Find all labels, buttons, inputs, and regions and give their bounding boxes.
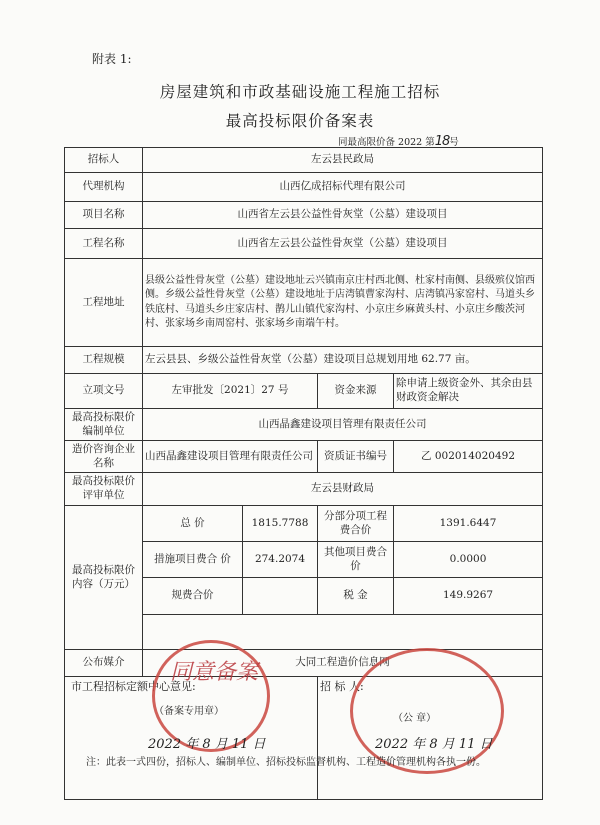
total-label: 总 价	[143, 506, 243, 542]
table-row	[65, 374, 543, 409]
subitem-value: 1391.6447	[394, 506, 543, 542]
agency-value: 山西亿成招标代理有限公司	[143, 173, 543, 202]
media-label: 公布媒介	[65, 650, 143, 677]
table-row	[65, 506, 543, 542]
approval-handwriting: 同意备案	[170, 660, 259, 685]
approval-label: 立项文号	[65, 374, 143, 409]
record-number-suffix: 号	[449, 137, 459, 148]
attachment-label: 附表 1:	[92, 52, 132, 66]
subitem-label: 分部分项工程费合价	[318, 506, 394, 542]
fund-label: 资金来源	[318, 374, 394, 409]
cert-value: 乙 002014020492	[394, 441, 543, 473]
engineering-value: 山西省左云县公益性骨灰堂（公墓）建设项目	[143, 229, 543, 259]
tax-value: 149.9267	[394, 578, 543, 615]
total-value: 1815.7788	[243, 506, 318, 542]
address-value: 县级公益性骨灰堂（公墓）建设地址云兴镇南京庄村西北侧、杜家村南侧、县级殡仪馆西侧。乡级公益性骨灰堂（公墓）建设地址于店湾镇曹家沟村、店湾镇冯家窑村、马道头乡铁底村、马道头乡庄家店村、鹊儿山镇代家沟村、小京庄乡麻黄头村、小京庄乡酸茨河村、张家场乡南周窑村、张家场乡南端午村。	[143, 259, 543, 347]
measure-label: 措施项目费合 价	[143, 542, 243, 578]
scale-value: 左云县县、乡级公益性骨灰堂（公墓）建设项目总规划用地 62.77 亩。	[143, 347, 543, 374]
media-value: 大同工程造价信息网	[143, 650, 543, 677]
approval-value: 左审批发〔2021〕27 号	[143, 374, 318, 409]
center-opinion-label: 市工程招标定额中心意见:	[71, 680, 196, 693]
agency-label: 代理机构	[65, 173, 143, 202]
consult-label: 造价咨询企业名称	[65, 441, 143, 473]
right-sign-date: 2022 年 8 月 11 日	[375, 737, 493, 752]
table-row	[65, 441, 543, 473]
table-row	[65, 173, 543, 202]
page-title-line2: 最高投标限价备案表	[225, 112, 375, 130]
reviewer-label: 最高投标限价评审单位	[65, 473, 143, 506]
table-row	[65, 347, 543, 374]
record-number-prefix: 同最高限价备 2022 第	[338, 137, 435, 148]
fee-value	[243, 578, 318, 615]
page-title-line1: 房屋建筑和市政基础设施工程施工招标	[159, 83, 441, 101]
price-label: 最高投标限价内容（万元）	[65, 506, 143, 650]
consult-value: 山西晶鑫建设项目管理有限责任公司	[143, 441, 318, 473]
table-row	[65, 202, 543, 229]
table-row	[65, 148, 543, 173]
left-sign-date: 2022 年 8 月 11 日	[148, 737, 266, 752]
other-label: 其他项目费合价	[318, 542, 394, 578]
table-row	[65, 229, 543, 259]
table-row	[65, 259, 543, 347]
tenderer-sign-label: 招 标 人:	[320, 680, 364, 693]
other-value: 0.0000	[394, 542, 543, 578]
footnote: 注：此表一式四份，招标人、编制单位、招标投标监督机构、工程造价管理机构各执一份。	[86, 757, 486, 768]
fee-label: 规费合价	[143, 578, 243, 615]
compiler-label: 最高投标限价编制单位	[65, 409, 143, 441]
address-label: 工程地址	[65, 259, 143, 347]
fund-value: 除申请上级资金外、其余由县财政资金解决	[394, 374, 543, 409]
filing-seal-label: （备案专用章）	[154, 706, 224, 717]
cert-label: 资质证书编号	[318, 441, 394, 473]
compiler-value: 山西晶鑫建设项目管理有限责任公司	[143, 409, 543, 441]
project-label: 项目名称	[65, 202, 143, 229]
tenderer-label: 招标人	[65, 148, 143, 173]
record-number-handwritten: 18	[434, 134, 450, 149]
tenderer-seal-label: （公 章）	[393, 713, 437, 724]
tenderer-value: 左云县民政局	[143, 148, 543, 173]
measure-value: 274.2074	[243, 542, 318, 578]
engineering-label: 工程名称	[65, 229, 143, 259]
table-row	[65, 473, 543, 506]
tax-label: 税 金	[318, 578, 394, 615]
reviewer-value: 左云县财政局	[143, 473, 543, 506]
scale-label: 工程规模	[65, 347, 143, 374]
table-row	[65, 409, 543, 441]
project-value: 山西省左云县公益性骨灰堂（公墓）建设项目	[143, 202, 543, 229]
